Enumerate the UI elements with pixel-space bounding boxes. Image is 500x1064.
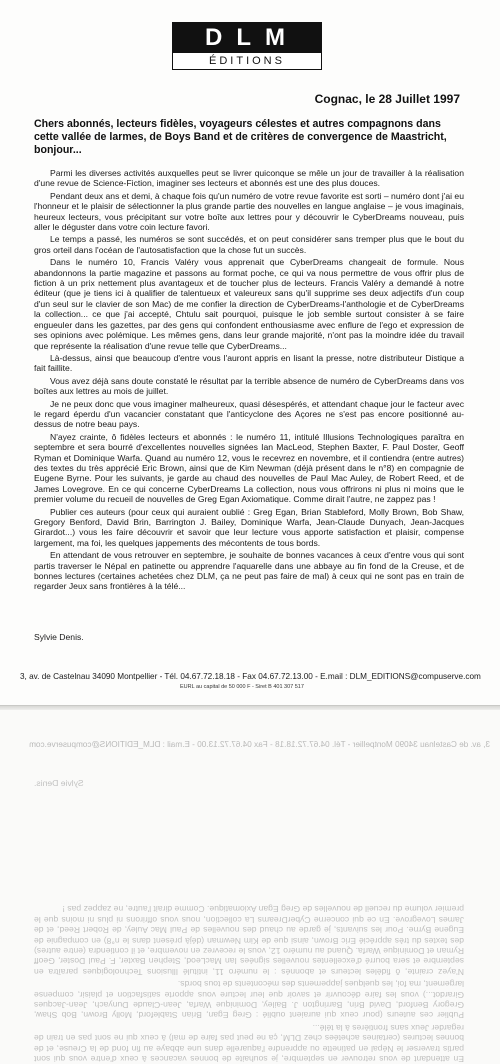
letter-date: Cognac, le 28 Juillet 1997	[314, 92, 460, 106]
bleedthrough-signature: Sylvie Denis.	[34, 778, 84, 788]
bleedthrough-text-area	[0, 790, 500, 1064]
letter-body	[34, 168, 464, 594]
paragraph: Pendant deux ans et demi, à chaque fois qu'un numéro de votre revue favorite est sorti – numéro dont j'ai eu l'honneur et le plaisir de sélectionner la plus grande partie des nouvelles en langue anglaise – je vous imaginais, heureux lecteurs, vous précipitant sur votre boîte aux lettres pour y découvrir le CyberDreams nouveau, puis aller le déguster dans votre coin lecture favori.	[34, 190, 464, 233]
paragraph: En attendant de vous retrouver en septembre, je souhaite de bonnes vacances à ceux d'entre vous qui sont partis traverser le Népal en patinette ou apprendre l'aquarelle dans une abbaye au fin fond de la Creuse, et de bonnes lectures (certaines achetées chez DLM, ça ne peut pas faire de mal) à ceux qui ne sont pas en train de regarder Jeux sans frontières à la télé...	[34, 550, 464, 592]
bleedthrough-paragraph: En attendant de vous retrouver en septembre, je souhaite de bonnes vacances à ceux d'entre vous qui sont partis traverser le Népal en patinette ou apprendre l'aquarelle dans une abbaye au fin fond de la Creuse, et de bonnes lectures (certaines achetées chez DLM, ça ne peut pas faire de mal) à ceux qui ne sont pas en train de regarder Jeux sans frontières à la télé...	[34, 1022, 464, 1064]
logo-text: DLM	[173, 23, 321, 53]
paragraph: Dans le numéro 10, Francis Valéry vous apprenait que CyberDreams changeait de formule. Nous abandonnons la partie magazine et passons au format poche, ce qui va nous permettre de vous offrir plus de fiction à un prix nettement plus avantageux et de toucher plus de lecteurs. Francis Valéry a demandé à notre éditeur (que je tiens ici à qualifier de talentueux et valeureux sans qu'il supprime ses deux adjectifs d'un coup d'un seul sur le clavier de son Mac) de me confier la direction de CyberDreams-l'anthologie et de CyberDreams la collection... ce que j'ai accepté, Chtulu sait pourquoi, puisque le job semble surtout consister à se faire engueuler dans les gazettes, par des gens qui confondent enthousiasme avec enflure de l'ego et expression de ses opinions avec polémique. Les mêmes gens, dans leur grande majorité, n'ont pas la moindre idée du travail que représente la réalisation d'une revue telle que CyberDreams...	[34, 257, 464, 351]
dlm-logo	[172, 22, 322, 70]
bleedthrough-paragraph: N'ayez crainte, ô fidèles lecteurs et abonnés : le numéro 11, intitulé Illusions Technologiques paraîtra en septembre et sera bourré d'excellentes nouvelles signées Ian MacLeod, Stephen Baxter, F. Paul Doster, Geoff Ryman et Dominique Warfa. Quand au numéro 12, vous le recevrez en novembre, et il contiendra (entre autres) des textes du très apprécié Eric Brown, ainsi que de Kim Newman (déjà présent dans le n°8) en compagnie de Eugene Byrne. Pour les suivants, je garde au chaud des nouvelles de Paul Mac Auley, de Robert Reed, et de James Lovegrove. En ce qui concerne CyberDreams La collection, nous vous offrirons ni plus ni moins que le premier volume du recueil de nouvelles de Greg Egan Axiomatique. Comme dirait l'autre, ne zappez pas !	[34, 904, 464, 977]
footer-legal: EURL au capital de 50 000 F - Siret B 401 307 517	[180, 684, 304, 690]
paragraph: Le temps a passé, les numéros se sont succédés, et on peut considérer sans tremper plus que le bout du gros orteil dans l'océan de l'autosatisfaction que la chose fut un succès.	[34, 234, 464, 255]
paragraph: Parmi les diverses activités auxquelles peut se livrer quiconque se mêle un jour de travailler à la réalisation d'une revue de Science-Fiction, imaginer ses lecteurs et abonnés est une des plus douces.	[34, 168, 464, 189]
paragraph: N'ayez crainte, ô fidèles lecteurs et abonnés : le numéro 11, intitulé Illusions Technologiques paraîtra en septembre et sera bourré d'excellentes nouvelles signées Ian MacLeod, Stephen Baxter, F. Paul Doster, Geoff Ryman et Dominique Warfa. Quand au numéro 12, vous le recevrez en novembre, et il contiendra (entre autres) des textes du très apprécié Eric Brown, ainsi que de Kim Newman (déjà présent dans le n°8) en compagnie de Eugene Byrne. Pour les suivants, je garde au chaud des nouvelles de Paul Mac Auley, de Robert Reed, et de James Lovegrove. En ce qui concerne CyberDreams La collection, nous vous offrirons ni plus ni moins que le premier volume du recueil de nouvelles de Greg Egan Axiomatique. Comme dirait l'autre, ne zappez pas !	[34, 431, 464, 505]
paragraph: Vous avez déjà sans doute constaté le résultat par la terrible absence de numéro de CyberDreams dans vos boîtes aux lettres au mois de juillet.	[34, 375, 464, 397]
bleedthrough-footer: 3, av. de Castelnau 34090 Montpellier - Tél. 04.67.72.18.18 - Fax 04.67.72.13.00 - E.mail : DLM_EDITIONS@compuserve.com	[29, 740, 490, 749]
logo-subtext: ÉDITIONS	[209, 55, 285, 67]
bleedthrough-paragraph: Publier ces auteurs (pour ceux qui auraient oublié : Greg Egan, Brian Stableford, Molly Brown, Bob Shaw, Gregory Benford, David Brin, Barrington J. Bailey, Dominique Warfa, Jean-Claude Dunyach, Jean-Jacques Girardot...) vous les faire découvrir et savoir que leur lecture vous apporte satisfaction et plaisir, compense largement, ma foi, les quelques jappements des mécontents de tous bords.	[34, 979, 464, 1021]
bleedthrough-text	[34, 790, 464, 1064]
footer-address: 3, av. de Castelnau 34090 Montpellier - Tél. 04.67.72.18.18 - Fax 04.67.72.13.00 - E.mail : DLM_EDITIONS@compuserve.com	[20, 672, 481, 681]
paragraph: Là-dessus, ainsi que beaucoup d'entre vous l'auront appris en lisant la presse, notre distributeur Distique a fait faillite.	[34, 352, 464, 374]
signature: Sylvie Denis.	[34, 632, 84, 642]
paragraph: Publier ces auteurs (pour ceux qui auraient oublié : Greg Egan, Brian Stableford, Molly Brown, Bob Shaw, Gregory Benford, David Brin, Barrington J. Bailey, Dominique Warfa, Jean-Claude Dunyach, Jean-Jacques Girardot...) vous les faire découvrir et savoir que leur lecture vous apporte satisfaction et plaisir, compense largement, ma foi, les quelques jappements des mécontents de tous bords.	[34, 506, 464, 548]
greeting: Chers abonnés, lecteurs fidèles, voyageurs célestes et autres compagnons dans cette vallée de larmes, de Boys Band et de critères de convergence de Maastricht, bonjour...	[34, 118, 447, 156]
paragraph: Je ne peux donc que vous imaginer malheureux, quasi désespérés, et attendant chaque jour le facteur avec le regard éperdu d'un vacancier constatant que l'anticyclone des Açores ne s'est pas encore positionné au-dessus de notre beau pays.	[34, 398, 464, 430]
